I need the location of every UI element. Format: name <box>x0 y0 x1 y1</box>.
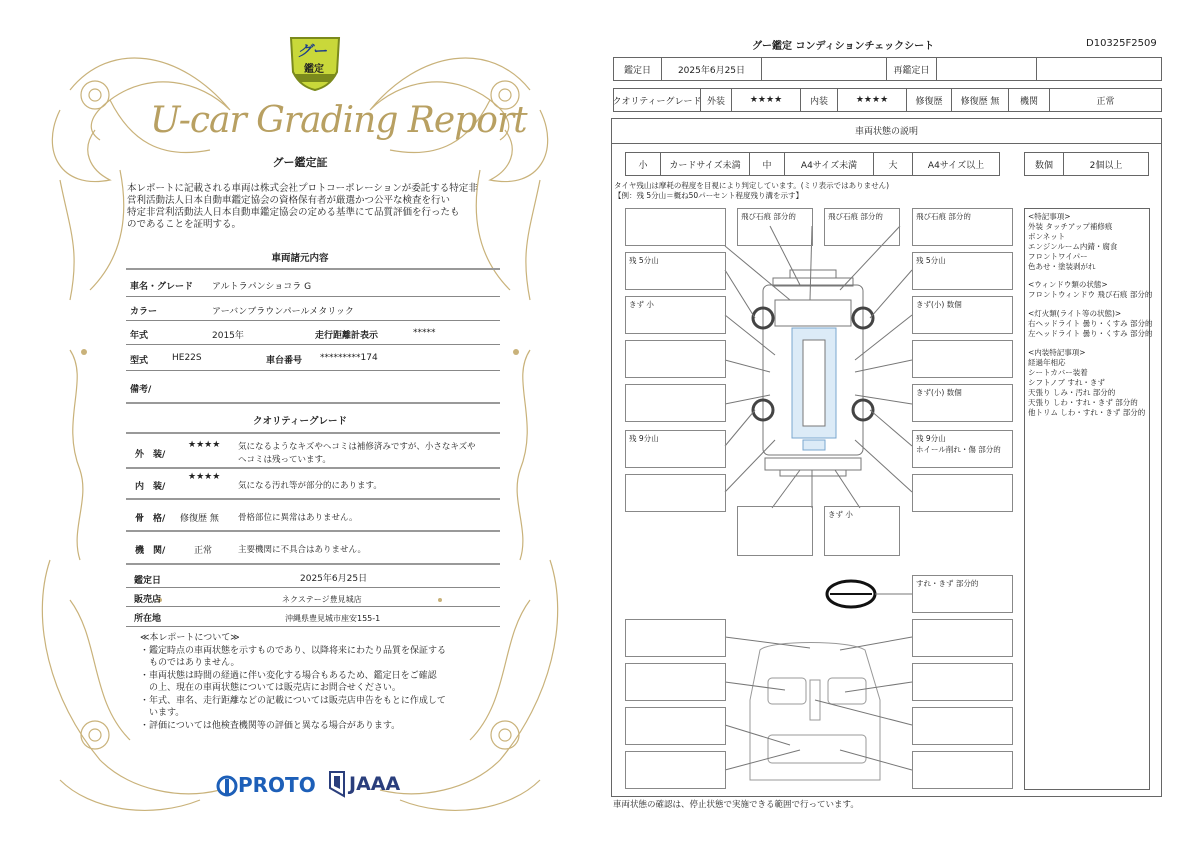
note-line: フロントウィンドウ 飛び石痕 部分的 <box>1028 290 1153 299</box>
intro-line: のであることを証明する。 <box>127 219 242 230</box>
divider <box>126 320 500 321</box>
jaaa-logo: JAAA <box>327 770 407 800</box>
ext-label: 外装 <box>700 88 732 112</box>
tire-note: タイヤ残山は摩耗の程度を目視により判定しています。(ミリ表示ではありません) <box>614 181 890 190</box>
damage-box <box>912 340 1013 378</box>
legend-large: 大 <box>873 152 913 176</box>
damage-box <box>625 208 726 246</box>
damage-box-top: 飛び石痕 部分的 <box>737 208 813 246</box>
legend-large-desc: A4サイズ以上 <box>912 152 1000 176</box>
damage-box-rf-tire: 残 5分山 <box>912 252 1013 290</box>
damage-box-top: 飛び石痕 部分的 <box>824 208 900 246</box>
note-line: 左ヘッドライト 曇り・くすみ 部分的 <box>1028 329 1153 338</box>
shop-value: ネクステージ豊見城店 <box>282 595 362 604</box>
damage-box-right-scratch: きず(小) 数個 <box>912 384 1013 422</box>
damage-box <box>912 619 1013 657</box>
divider <box>126 432 500 434</box>
legend-small: 小 <box>625 152 661 176</box>
int-comment: 気になる汚れ等が部分的にあります。 <box>238 481 382 491</box>
divider <box>126 296 500 297</box>
legend-small-desc: カードサイズ未満 <box>660 152 750 176</box>
note-line: ボンネット <box>1028 232 1066 241</box>
divider <box>126 587 500 588</box>
about-line: います。 <box>140 708 185 718</box>
damage-box <box>625 474 726 512</box>
section-title: 車両状態の説明 <box>611 118 1162 144</box>
note-line: 経過年相応 <box>1028 358 1066 367</box>
cert-title: グー鑑定証 <box>272 156 328 169</box>
year-value: 2015年 <box>212 331 244 341</box>
note-line: 天張り しみ・汚れ 部分的 <box>1028 388 1116 397</box>
address-value: 沖縄県豊見城市座安155-1 <box>285 614 381 623</box>
mileage-value: ***** <box>413 328 436 338</box>
note-line: 他トリム しわ・すれ・きず 部分的 <box>1028 408 1146 417</box>
damage-box <box>625 707 726 745</box>
redate-label: 再鑑定日 <box>886 57 937 81</box>
ext-stars: ★★★★ <box>731 88 801 112</box>
frame-label: 骨 格/ <box>135 514 166 524</box>
color-value: アーバンブラウンパールメタリック <box>212 307 354 317</box>
model-value: HE22S <box>172 353 202 363</box>
date-value: 2025年6月25日 <box>300 574 368 584</box>
note-line: 右ヘッドライト 曇り・くすみ 部分的 <box>1028 319 1153 328</box>
about-line: ・鑑定時点の車両状態を示すものであり、以降将来にわたり品質を保証する <box>140 646 447 656</box>
damage-box <box>737 506 813 556</box>
frame-comment: 骨格部位に異常はありません。 <box>238 513 358 523</box>
about-line: ものではありません。 <box>140 658 240 668</box>
damage-box-lr-tire: 残 9分山 <box>625 430 726 468</box>
note-line: <内装特記事項> <box>1028 348 1086 357</box>
proto-mark-icon <box>216 775 238 797</box>
damage-box <box>625 384 726 422</box>
int-stars: ★★★★ <box>837 88 907 112</box>
damage-box-right-scratch: きず(小) 数個 <box>912 296 1013 334</box>
int-stars: ★★★★ <box>188 472 221 482</box>
damage-box <box>912 474 1013 512</box>
chassis-label: 車台番号 <box>266 356 303 366</box>
divider <box>126 606 500 607</box>
shop-label: 販売店 <box>134 595 162 605</box>
ext-stars: ★★★★ <box>188 440 221 450</box>
engine-value: 正常 <box>1049 88 1162 112</box>
year-label: 年式 <box>130 331 149 341</box>
note-line: 色あせ・塗装剥がれ <box>1028 262 1096 271</box>
ext-label: 外 装/ <box>135 450 166 460</box>
about-line: ・評価については他検査機関等の評価と異なる場合があります。 <box>140 721 401 731</box>
intro-line: 本レポートに記載される車両は株式会社プロトコーポレーションが委託する特定非 <box>127 183 478 194</box>
footer-note: 車両状態の確認は、停止状態で実施できる範囲で行っています。 <box>613 800 859 810</box>
quality-title: クオリティーグレード <box>252 416 348 427</box>
divider <box>126 626 500 627</box>
spec-title: 車両諸元内容 <box>271 253 329 264</box>
jaaa-mark-icon <box>327 770 347 798</box>
note-line: シフトノブ すれ・きず <box>1028 378 1105 387</box>
engine-label: 機 関/ <box>135 546 166 556</box>
divider <box>126 498 500 500</box>
address-label: 所在地 <box>134 614 162 624</box>
note-line: <特記事項> <box>1028 212 1071 221</box>
int-label: 内装 <box>800 88 838 112</box>
grade-label: クオリティーグレード <box>613 88 701 112</box>
mileage-label: 走行距離計表示 <box>315 331 379 341</box>
note-line: フロントワイパー <box>1028 252 1088 261</box>
int-label: 内 装/ <box>135 482 166 492</box>
badge-top-text: グー <box>297 42 328 60</box>
goo-badge <box>287 32 343 92</box>
note-line: <灯火類(ライト等の状態)> <box>1028 309 1122 318</box>
date-value: 2025年6月25日 <box>661 57 762 81</box>
note-line: 天張り しわ・すれ・きず 部分的 <box>1028 398 1138 407</box>
chassis-value: *********174 <box>320 353 378 363</box>
date-label: 鑑定日 <box>613 57 662 81</box>
condition-check-sheet <box>600 0 1200 848</box>
intro-line: 営利活動法人日本自動車鑑定協会の資格保有者が厳選かつ公平な検査を行い <box>127 195 451 206</box>
damage-box <box>912 707 1013 745</box>
note-line: <ウィンドウ類の状態> <box>1028 280 1108 289</box>
engine-value: 正常 <box>194 546 213 556</box>
tire-note: 【例：残 5分山＝概ね50パーセント程度残り溝を示す】 <box>614 191 804 200</box>
frame-value: 修復歴 無 <box>180 514 219 524</box>
divider <box>126 268 500 270</box>
ext-comment: 気になるようなキズやヘコミは補修済みですが、小さなキズや <box>238 442 476 452</box>
damage-box-left-scratch: きず 小 <box>625 296 726 334</box>
divider <box>126 563 500 565</box>
name-value: アルトラパンショコラ G <box>212 282 312 292</box>
model-label: 型式 <box>130 356 149 366</box>
note-line: エンジンルーム内錆・腐食 <box>1028 242 1118 251</box>
damage-box <box>912 751 1013 789</box>
remarks-label: 備考/ <box>130 385 152 395</box>
divider <box>126 370 500 371</box>
damage-box <box>625 663 726 701</box>
damage-box <box>912 663 1013 701</box>
legend-count-value: 2個以上 <box>1063 152 1149 176</box>
damage-box <box>625 340 726 378</box>
repair-value: 修復歴 無 <box>951 88 1009 112</box>
ext-comment: ヘコミは残っています。 <box>238 455 331 465</box>
damage-box-bottom: きず 小 <box>824 506 900 556</box>
damage-box-rr-tire: 残 9分山 ホイール削れ・傷 部分的 <box>912 430 1013 468</box>
sheet-title: グー鑑定 コンディションチェックシート <box>752 41 935 52</box>
name-label: 車名・グレード <box>130 282 194 292</box>
about-line: ・車両状態は時間の経過に伴い変化する場合もあるため、鑑定日をご確認 <box>140 671 437 681</box>
legend-count: 数個 <box>1024 152 1064 176</box>
intro-line: 特定非営利活動法人日本自動車鑑定協会の定める基準にて品質評価を行ったも <box>127 207 460 218</box>
divider <box>126 402 500 404</box>
badge-bottom-text: 鑑定 <box>304 64 324 75</box>
engine-label: 機関 <box>1008 88 1050 112</box>
banner-title: U-car Grading Report <box>150 100 527 141</box>
color-label: カラー <box>130 307 158 317</box>
date-label: 鑑定日 <box>134 576 162 586</box>
damage-box <box>625 751 726 789</box>
note-line: シートカバー装着 <box>1028 368 1088 377</box>
about-line: の上、現在の車両状態については販売店にお問合せください。 <box>140 683 401 693</box>
divider <box>126 530 500 532</box>
proto-logo: PROTO <box>216 773 316 799</box>
damage-box-top: 飛び石痕 部分的 <box>912 208 1013 246</box>
divider <box>126 467 500 469</box>
about-line: ・年式、車名、走行距離などの記載については販売店申告をもとに作成して <box>140 696 446 706</box>
legend-mid: 中 <box>749 152 785 176</box>
about-title: ≪本レポートについて≫ <box>140 633 240 643</box>
doc-id: D10325F2509 <box>1086 38 1157 49</box>
engine-comment: 主要機関に不具合はありません。 <box>238 545 367 555</box>
damage-box <box>625 619 726 657</box>
legend-mid-desc: A4サイズ未満 <box>784 152 874 176</box>
repair-label: 修復歴 <box>906 88 952 112</box>
divider <box>126 344 500 345</box>
damage-box-lf-tire: 残 5分山 <box>625 252 726 290</box>
damage-box-steering: すれ・きず 部分的 <box>912 575 1013 613</box>
note-line: 外装 タッチアップ補修痕 <box>1028 222 1113 231</box>
